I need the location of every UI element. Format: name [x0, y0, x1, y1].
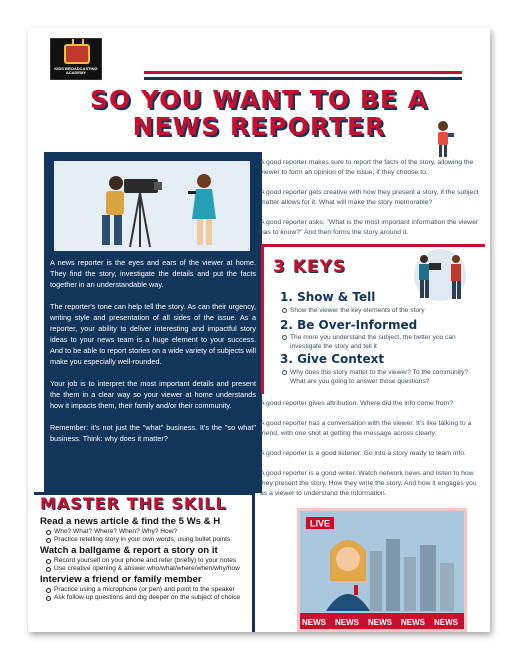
page-title	[54, 86, 464, 140]
title-line-2: NEWS REPORTER	[132, 112, 386, 141]
good-reporter-5: A good reporter has a conversation with the viewer. It's like talking to a friend, with one shot at getting the message across clearly.	[260, 420, 472, 437]
key-heading-3: 3. Give Context	[280, 352, 385, 366]
key-heading-1: 1. Show & Tell	[280, 290, 376, 304]
key-text-1: Show the viewer the key elements of the story	[290, 306, 480, 315]
good-reporter-7: A good reporter is a good writer. Watch network news and listen to how they present the story. How they write the story. And how it engages you as a viewer to understand the information.	[260, 470, 477, 497]
skill-bullet: Record yourself on your phone and refer (briefly) to your notes	[54, 557, 250, 565]
good-reporter-1: A good reporter makes sure to report the facts of the story, allowing the viewer to form an opinion of the issue, if they choose to.	[260, 159, 474, 176]
reporter-figure-illustration	[428, 118, 458, 160]
skill-bullet: Practice using a microphone (or pen) and point to the speaker	[54, 586, 250, 594]
keys-title: 3 KEYS	[273, 257, 347, 277]
key-heading-2: 2. Be Over-Informed	[280, 318, 418, 332]
good-reporter-6: A good reporter is a good listener. Go into a story ready to learn info.	[260, 450, 466, 457]
camera-crew-illustration	[54, 161, 250, 251]
news-ticker-label: NEWS	[302, 618, 326, 627]
intro-paragraph: Remember: it's not just the "what" business. It's the "so what" business. Think: why does it matter?	[50, 423, 256, 443]
skill-heading-1: Read a news article & find the 5 Ws & H	[40, 516, 221, 527]
skill-heading-2: Watch a ballgame & report a story on it	[40, 545, 218, 556]
skill-bullet: Who? What? Where? When? Why? How?	[54, 528, 250, 536]
skill-bullet: Practice retelling story in your own words, using bullet points	[54, 536, 250, 544]
academy-logo	[50, 38, 102, 80]
flyer-page	[28, 28, 490, 632]
title-line-1: SO YOU WANT TO BE A	[89, 85, 429, 114]
key-text-3: Why does this story matter to the viewer? To the community? What are you going to answer those questions?	[290, 368, 480, 386]
good-reporter-2: A good reporter gets creative with how they present a story, if the subject matter allows for it. What will make the story memorable?	[260, 189, 479, 206]
master-title: MASTER THE SKILL	[40, 494, 227, 513]
interview-illustration	[406, 247, 474, 305]
intro-paragraph: Your job is to interpret the most important details and present the them in a clear way so your viewer at home understands how it impacts them, their family and/or their community.	[50, 379, 256, 410]
news-anchor-illustration	[297, 508, 467, 632]
key-text-2: The more you understand the subject, the better you can investigate the story and tell it	[290, 333, 480, 351]
skill-bullet: Ask follow-up questions and dig deeper on the subject of choice	[54, 594, 250, 602]
title-rule-red	[144, 71, 462, 74]
intro-text	[50, 257, 256, 455]
tv-icon	[64, 44, 90, 64]
intro-paragraph: The reporter's tone can help tell the story. As can their urgency, writing style and presentation of all sides of the issue. As a reporter, your ability to deliver interesting and impactful story ideas to your news team is a huge element to your success. And to be able to report stories on a wide variety of subjects will make you especially well-rounded.	[50, 302, 256, 366]
good-reporter-4: A good reporter gives attribution. Where did the info come from?	[260, 400, 454, 407]
intro-paragraph: A news reporter is the eyes and ears of the viewer at home. They find the story, investigate the details and put the facts together in an understandable way.	[50, 258, 256, 289]
title-rule-navy	[144, 77, 462, 80]
live-label: LIVE	[309, 518, 331, 529]
news-ticker-label: NEWS	[401, 618, 425, 627]
news-ticker-label: NEWS	[434, 618, 458, 627]
news-ticker-label: NEWS	[368, 618, 392, 627]
skill-heading-3: Interview a friend or family member	[40, 574, 202, 585]
logo-text: KIDS BROADCASTING ACADEMY	[54, 66, 98, 75]
news-scene	[300, 511, 464, 629]
skill-bullet: Use creative opening & answer who/what/where/when/why/how	[54, 565, 250, 573]
good-reporter-3: A good reporter asks: "What is the most important information the viewer has to know?" And then forms the story around it.	[260, 219, 479, 236]
news-ticker-label: NEWS	[335, 618, 359, 627]
